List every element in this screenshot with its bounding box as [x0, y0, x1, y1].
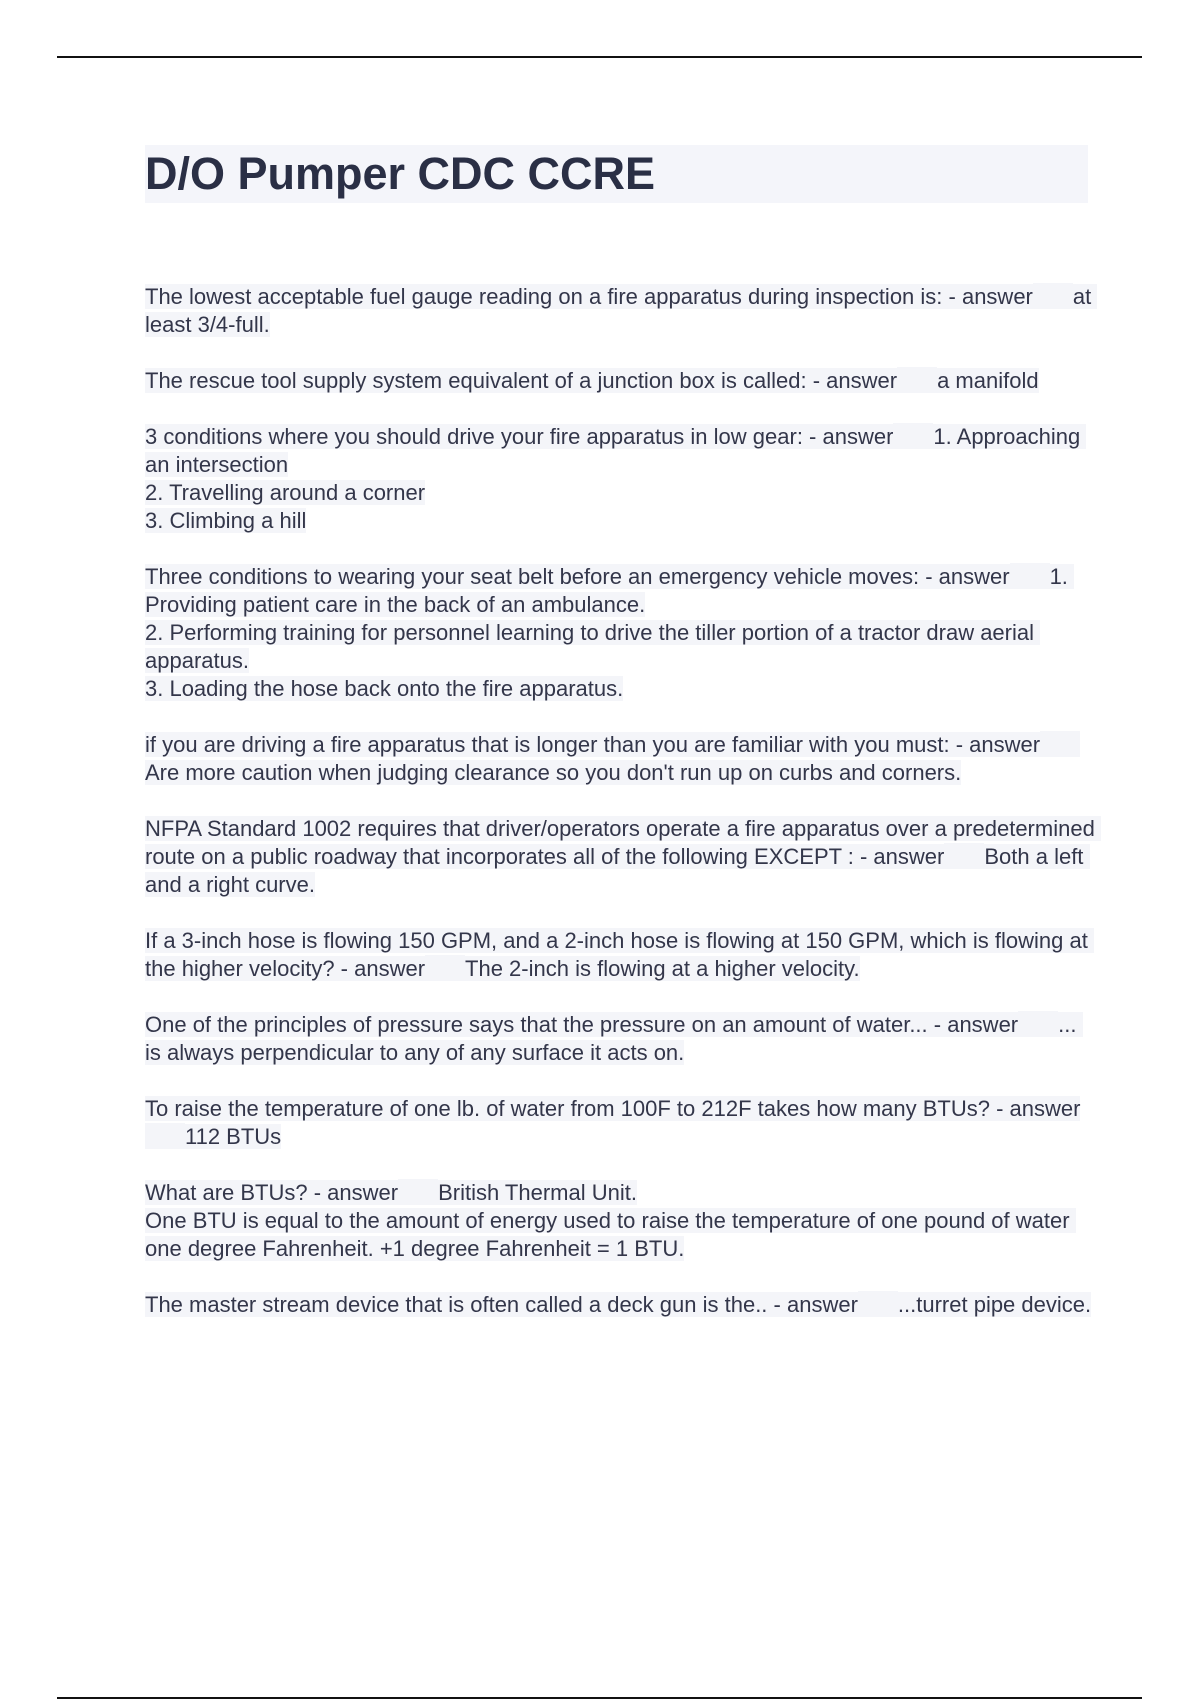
question-text: Three conditions to wearing your seat belt before an emergency vehicle moves: - answer	[145, 564, 1010, 589]
question-text: 3 conditions where you should drive your fire apparatus in low gear: - answer	[145, 424, 894, 449]
qa-item	[145, 1179, 1095, 1263]
answer-gap	[893, 423, 933, 449]
answer-gap	[1040, 731, 1080, 757]
answer-text: a manifold	[937, 368, 1039, 393]
answer-gap	[1010, 563, 1050, 589]
question-text: To raise the temperature of one lb. of water from 100F to 212F takes how many BTUs? - answer	[145, 1096, 1081, 1121]
qa-item	[145, 731, 1095, 787]
question-text: What are BTUs? - answer	[145, 1180, 399, 1205]
answer-gap	[1018, 1011, 1058, 1037]
top-rule	[57, 56, 1142, 58]
qa-item	[145, 367, 1095, 395]
question-text: The lowest acceptable fuel gauge reading on a fire apparatus during inspection is: - answer	[145, 284, 1033, 309]
answer-gap	[1033, 283, 1073, 309]
answer-gap	[858, 1291, 898, 1317]
qa-item	[145, 1011, 1095, 1067]
answer-text: at least 3/4-full.	[145, 284, 1098, 337]
qa-list	[145, 283, 1101, 1347]
answer-text: British Thermal Unit. One BTU is equal to the amount of energy used to raise the temperature of one pound of water one degree Fahrenheit. +1 degree Fahrenheit = 1 BTU.	[145, 1180, 1076, 1261]
question-text: if you are driving a fire apparatus that is longer than you are familiar with you must: - answer	[145, 732, 1041, 757]
answer-gap	[398, 1179, 438, 1205]
answer-text: 1. Approaching an intersection 2. Travelling around a corner 3. Climbing a hill	[145, 424, 1086, 533]
answer-text: Are more caution when judging clearance so you don't run up on curbs and corners.	[145, 760, 962, 785]
qa-item	[145, 283, 1098, 339]
qa-item	[145, 1291, 1095, 1319]
question-text: The master stream device that is often called a deck gun is the.. - answer	[145, 1292, 858, 1317]
page-title: D/O Pumper CDC CCRE	[145, 148, 656, 199]
question-text: One of the principles of pressure says that the pressure on an amount of water... - answer	[145, 1012, 1019, 1037]
bottom-rule	[57, 1697, 1142, 1699]
question-text: NFPA Standard 1002 requires that driver/operators operate a fire apparatus over a predetermined route on a public roadway that incorporates all of the following EXCEPT : - answer	[145, 816, 1101, 869]
answer-text: Both a left and a right curve.	[145, 844, 1090, 897]
answer-gap	[897, 367, 937, 393]
answer-text: ...turret pipe device.	[897, 1292, 1092, 1317]
answer-gap	[145, 1123, 185, 1149]
qa-item	[145, 927, 1095, 983]
qa-item	[145, 1095, 1095, 1151]
answer-text: ... is always perpendicular to any of any surface it acts on.	[145, 1012, 1083, 1065]
answer-gap	[425, 955, 465, 981]
qa-item	[145, 423, 1095, 535]
qa-item	[145, 563, 1095, 703]
answer-text: 1. Providing patient care in the back of an ambulance. 2. Performing training for personnel learning to drive the tiller portion of a tractor draw aerial apparatus. 3. Loading the hose back onto the fire apparatus.	[145, 564, 1074, 701]
qa-item	[145, 815, 1101, 899]
question-text: If a 3-inch hose is flowing 150 GPM, and a 2-inch hose is flowing at 150 GPM, which is flowing at the higher velocity? - answer	[145, 928, 1094, 981]
answer-gap	[944, 843, 984, 869]
answer-text: 112 BTUs	[185, 1124, 282, 1149]
answer-text: The 2-inch is flowing at a higher velocity.	[465, 956, 860, 981]
question-text: The rescue tool supply system equivalent of a junction box is called: - answer	[145, 368, 898, 393]
